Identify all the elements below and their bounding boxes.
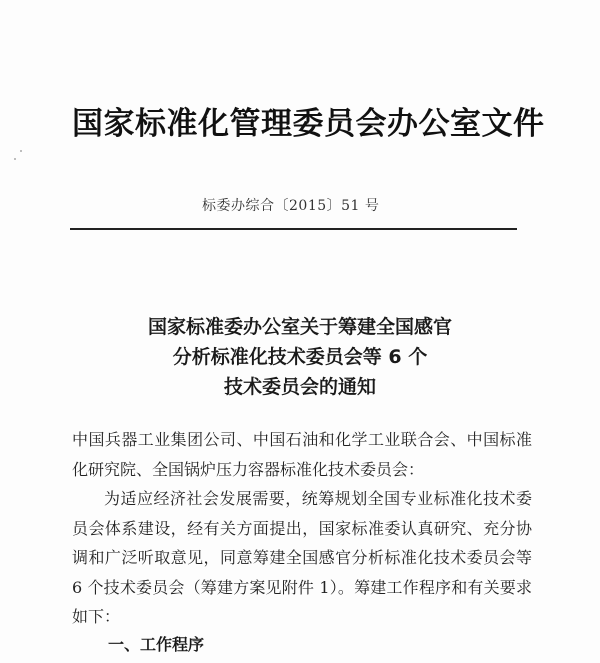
body-paragraph: 为适应经济社会发展需要，统筹规划全国专业标准化技术委员会体系建设，经有关方面提出，国家标准委认真研究、充分协调和广泛听取意见，同意筹建全国感官分析标准化技术委员会等 6 个技术委员会（筹建方案见附件 1）。筹建工作程序和有关要求如下：: [72, 489, 532, 626]
notice-title-line: 分析标准化技术委员会等 6 个: [172, 346, 428, 368]
document-number: 标委办综合〔2015〕51 号: [202, 198, 380, 214]
document-body: [72, 425, 532, 632]
scan-speck: [20, 150, 22, 152]
section-heading: 一、工作程序: [108, 635, 205, 654]
notice-title-line: 技术委员会的通知: [223, 376, 376, 398]
recipients-paragraph: 中国兵器工业集团公司、中国石油和化学工业联合会、中国标准化研究院、全国锅炉压力容器标准化技术委员会：: [72, 430, 532, 479]
notice-title: [100, 312, 500, 402]
document-header-title: 国家标准化管理委员会办公室文件: [72, 106, 545, 142]
notice-title-line: 国家标准委办公室关于筹建全国感官: [147, 316, 452, 338]
scan-speck: [14, 158, 16, 160]
header-divider: [70, 228, 517, 230]
